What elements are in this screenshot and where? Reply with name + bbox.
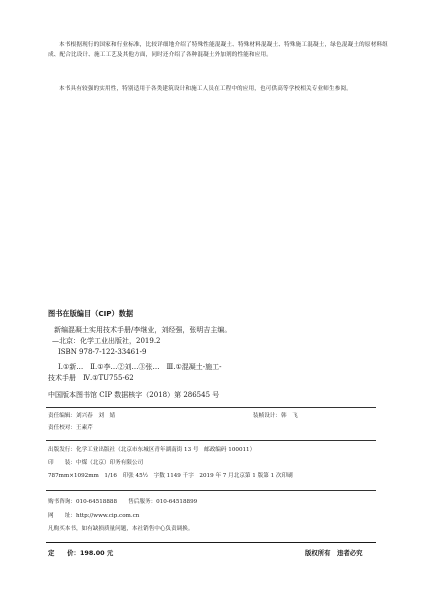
cip-line-classification: Ⅰ.①新… Ⅱ.①李…②刘…③张… Ⅲ.①混凝土-施工- bbox=[58, 363, 222, 371]
editor-label: 责任编辑： bbox=[48, 413, 76, 419]
intro-paragraph-1: 本书根据现行的国家和行业标准，比较详细地介绍了特殊性能混凝土、特殊材料混凝土、特殊施工混凝土，绿色混凝土的原材料组成、配合比设计、施工工艺及其他方面，同时还介绍了各种混凝土外加剂的性能和应用。 bbox=[48, 42, 388, 59]
cip-line-publisher: —北京：化学工业出版社，2019.2 bbox=[52, 337, 161, 345]
publisher-website: 网 址：http://www.cip.com.cn bbox=[48, 513, 140, 519]
divider-middle bbox=[46, 440, 376, 441]
copyright-notice: 版权所有 违者必究 bbox=[305, 549, 363, 557]
printer-info: 印 装：中煤（北京）印务有限公司 bbox=[48, 460, 144, 466]
purchase-contact: 购书咨询：010-64518888 售后服务：010-64518899 bbox=[48, 499, 198, 505]
divider-top bbox=[46, 407, 376, 408]
design-value: 韩 飞 bbox=[280, 413, 298, 419]
proof-label: 责任校对： bbox=[48, 425, 76, 431]
cip-heading: 图书在版编目（CIP）数据 bbox=[48, 309, 134, 318]
cip-record-number: 中国版本图书馆 CIP 数据核字（2018）第 286545 号 bbox=[48, 391, 220, 399]
format-specs: 787mm×1092mm 1/16 印张 45½ 字数 1149 千字 2019 年 7 月北京第 1 版第 1 次印刷 bbox=[48, 473, 293, 479]
cip-line-isbn: ISBN 978-7-122-33461-9 bbox=[58, 348, 147, 356]
design-credit bbox=[253, 411, 298, 421]
design-label: 装帧设计： bbox=[253, 413, 281, 419]
divider-bottom bbox=[46, 542, 376, 543]
cip-line-classification-cont: 技术手册 Ⅳ.①TU755-62 bbox=[48, 374, 134, 382]
publisher-info: 出版发行：化学工业出版社（北京市东城区青年湖南街 13 号 邮政编码 100011） bbox=[48, 447, 256, 453]
cip-line-title: 新编混凝土实用技术手册/李继业，刘经强，张明吉主编。 bbox=[54, 326, 232, 334]
price: 定 价：198.00 元 bbox=[48, 549, 114, 557]
editor-value: 刘兴春 刘 婧 bbox=[75, 413, 116, 419]
quality-notice: 凡购买本书，如有缺损质量问题，本社销售中心负责调换。 bbox=[48, 526, 194, 532]
editor-credit bbox=[48, 411, 115, 421]
intro-paragraph-2: 本书具有较强的实用性，特别适用于各类建筑设计和施工人员在工程中的应用，也可供高等学校相关专业师生参阅。 bbox=[59, 86, 352, 92]
proof-credit bbox=[48, 423, 93, 433]
proof-value: 王素芹 bbox=[75, 425, 93, 431]
cip-block bbox=[48, 325, 231, 384]
divider-lower bbox=[46, 490, 376, 491]
